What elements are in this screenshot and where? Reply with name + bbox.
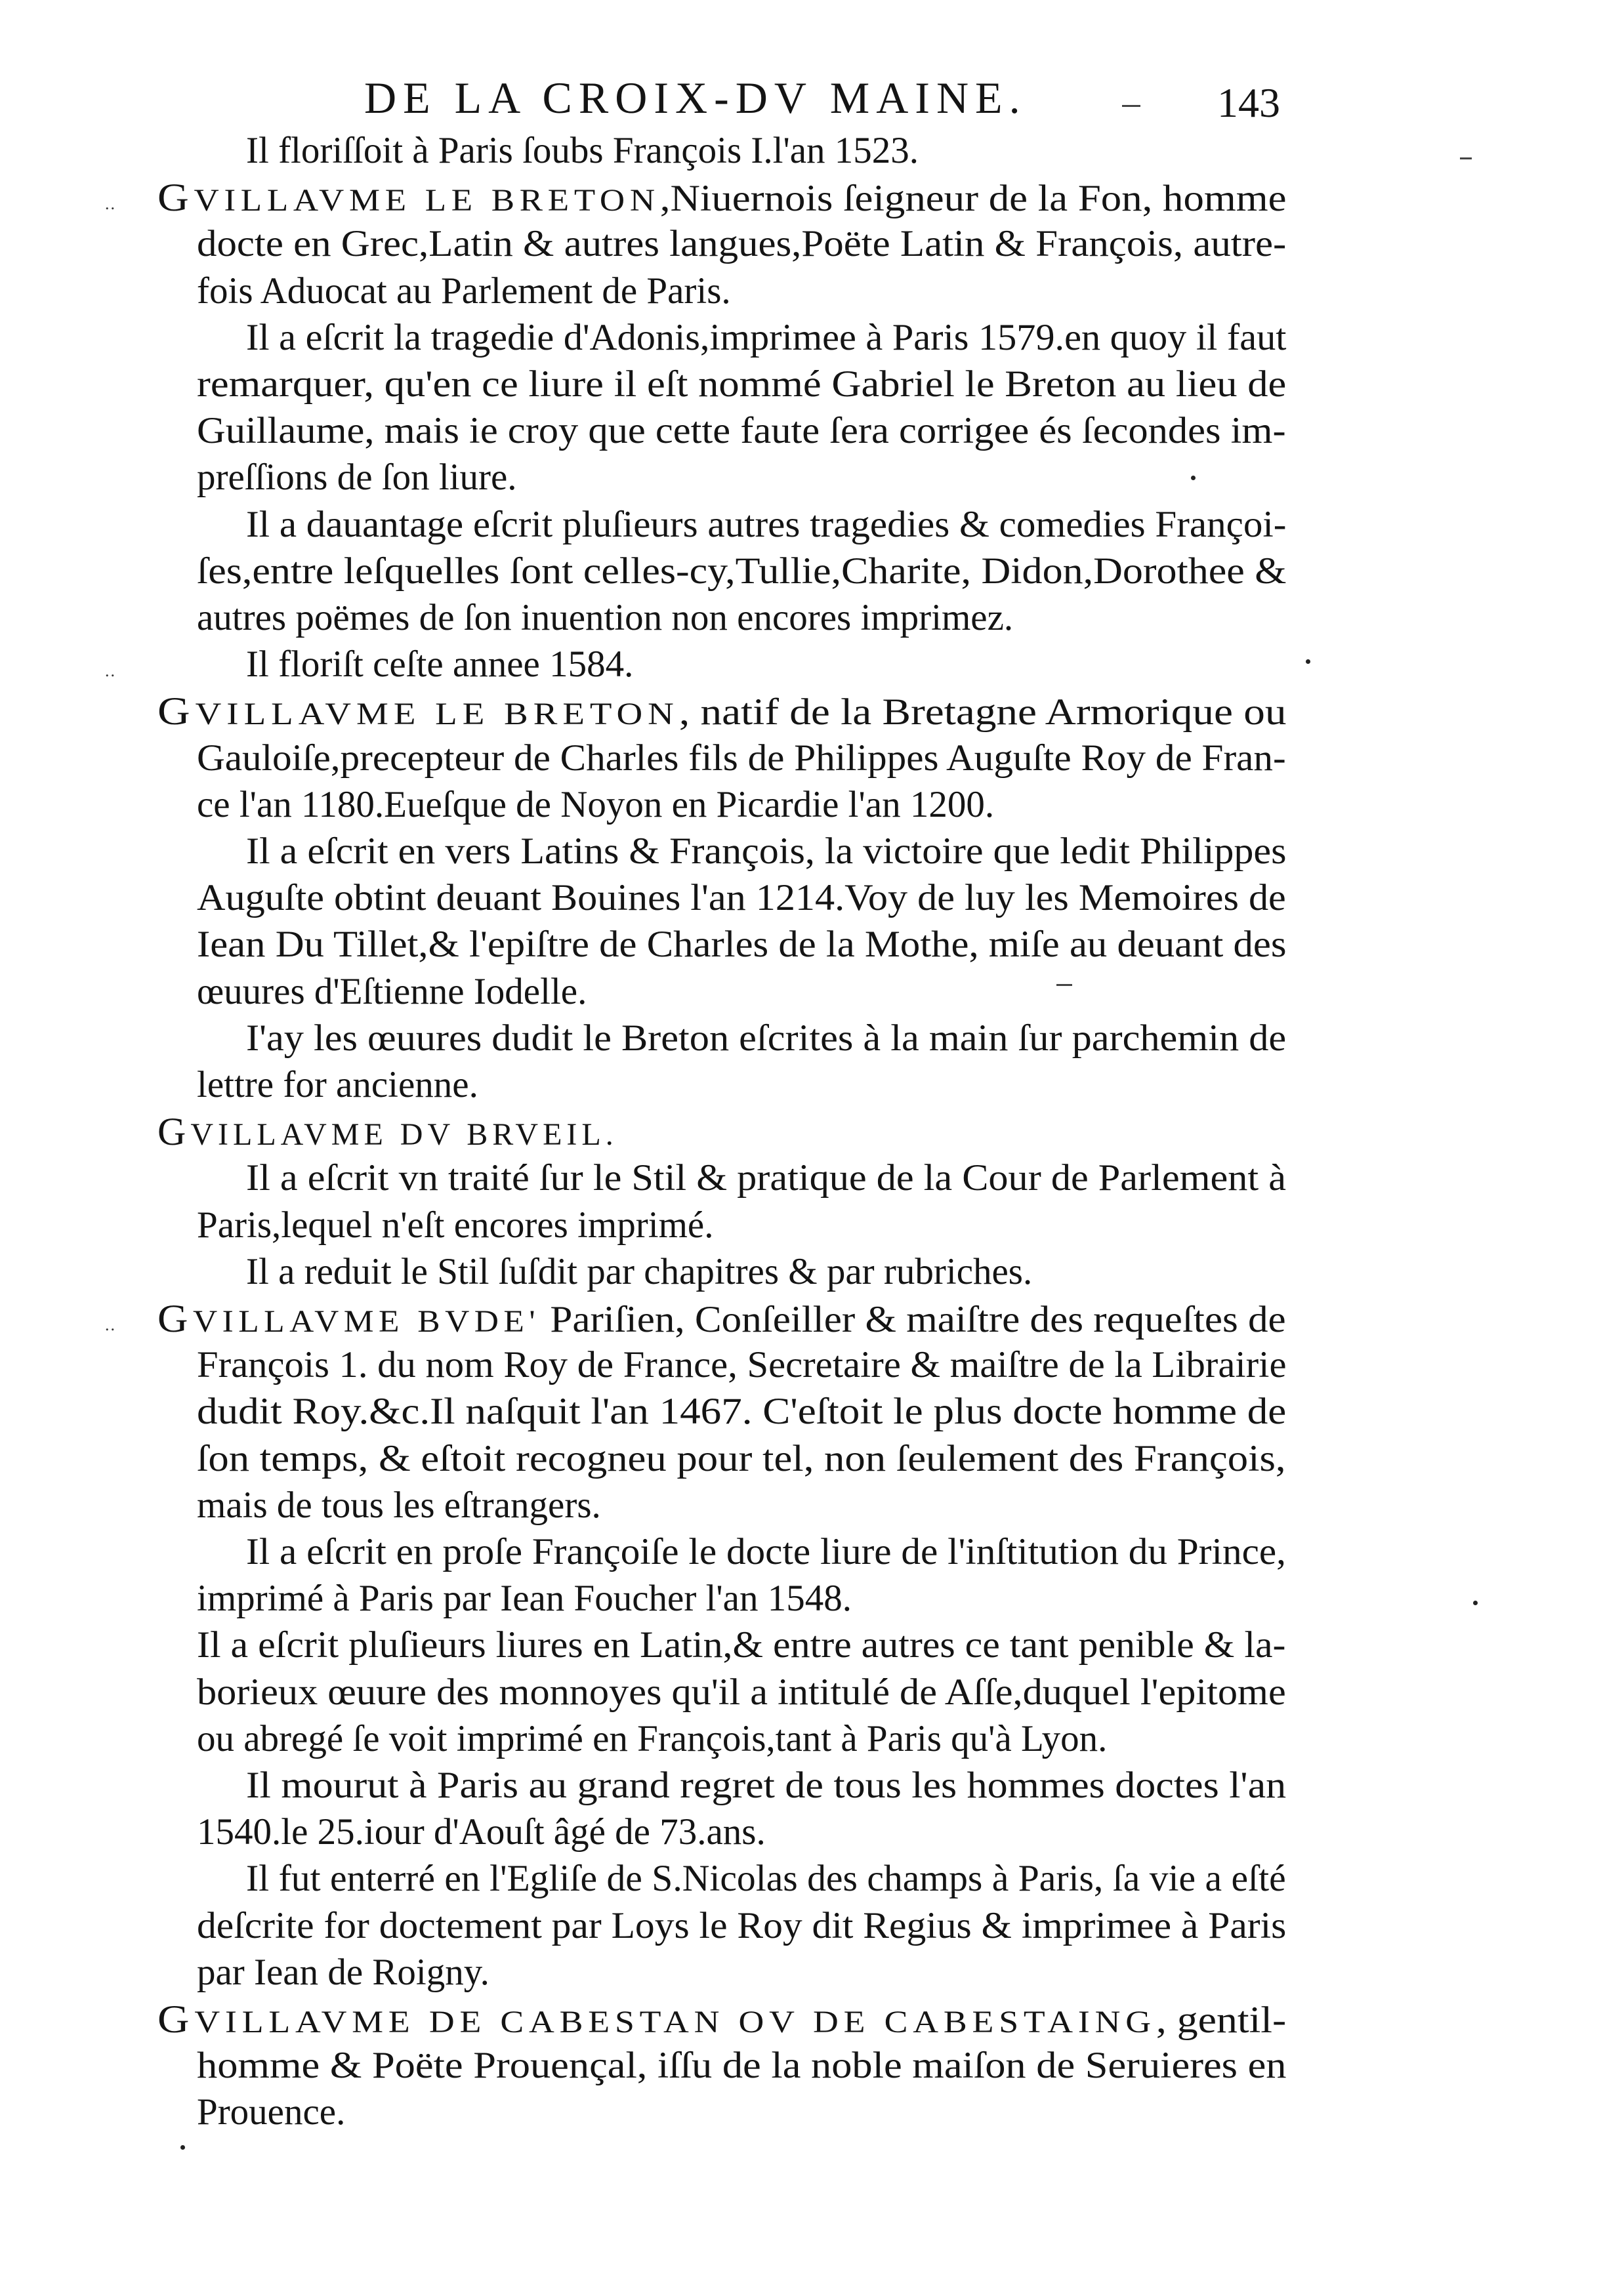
line-text: Iean Du Tillet,& l'epiſtre de Charles de la Mothe, miſe au deuant des bbox=[197, 924, 1287, 966]
line-text: Il mourut à Paris au grand regret de tous les hommes doctes l'an bbox=[246, 1765, 1287, 1806]
text-line bbox=[197, 455, 517, 501]
line-text: , natif de la Bretagne Armorique ou bbox=[678, 691, 1287, 733]
text-line bbox=[197, 922, 1286, 968]
line-text: dudit Roy.&c.Il naſquit l'an 1467. C'eſtoit le plus docte homme de bbox=[197, 1391, 1287, 1433]
line-text: Il floriſt ceſte annee 1584. bbox=[246, 644, 634, 686]
text-line bbox=[197, 1202, 713, 1248]
line-text: Gauloiſe,precepteur de Charles fils de Philippes Auguſte Roy de Fran- bbox=[197, 737, 1286, 779]
entry-heading-line bbox=[157, 1296, 1286, 1342]
entry-initial: G bbox=[157, 1998, 195, 2041]
entry-name: VILLAVME LE BRETON bbox=[195, 697, 679, 732]
running-title: DE LA CROIX-DV MAINE. bbox=[364, 73, 1027, 123]
line-text: Paris,lequel n'eſt encores imprimé. bbox=[197, 1204, 714, 1246]
margin-mark: .. bbox=[105, 661, 116, 681]
line-text: preſſions de ſon liure. bbox=[197, 457, 517, 499]
line-text: ce l'an 1180.Eueſque de Noyon en Picardie l'an 1200. bbox=[197, 783, 995, 825]
text-line bbox=[197, 1436, 1286, 1482]
text-line bbox=[197, 969, 587, 1015]
line-text: François 1. du nom Roy de France, Secretaire & maiſtre de la Librairie bbox=[197, 1344, 1287, 1386]
text-line bbox=[197, 1483, 601, 1528]
text-line bbox=[246, 502, 1286, 548]
entry-heading-line bbox=[157, 174, 1287, 220]
line-text: Il a eſcrit la tragedie d'Adonis,imprimee à Paris 1579.en quoy il faut bbox=[246, 316, 1287, 358]
entry-heading-line bbox=[157, 1109, 618, 1155]
entry-initial: G bbox=[157, 1297, 193, 1340]
text-line bbox=[197, 1903, 1286, 1949]
text-line bbox=[246, 1529, 1286, 1575]
line-text: Auguſte obtint deuant Bouines l'an 1214.Voy de luy les Memoires de bbox=[197, 877, 1286, 919]
text-line bbox=[197, 1670, 1286, 1715]
text-line bbox=[197, 548, 1287, 594]
line-text: ſes,entre leſquelles ſont celles-cy,Tullie,Charite, Didon,Dorothee & bbox=[197, 550, 1287, 592]
entry-heading-line bbox=[157, 1996, 1286, 2042]
text-line bbox=[197, 1062, 478, 1108]
entry-name: VILLAVME BVDE' bbox=[192, 1304, 541, 1339]
line-text: mais de tous les eſtrangers. bbox=[197, 1484, 601, 1526]
entry-name: VILLAVME DE CABESTAN OV DE CABESTAING bbox=[194, 2005, 1156, 2040]
running-head bbox=[0, 72, 1624, 131]
line-text: docte en Grec,Latin & autres langues,Poëte Latin & François, autre- bbox=[197, 223, 1287, 265]
text-line bbox=[197, 1809, 766, 1855]
line-text: remarquer, qu'en ce liure il eſt nommé Gabriel le Breton au lieu de bbox=[197, 363, 1287, 405]
text-line bbox=[197, 1716, 1107, 1762]
line-text: Il a eſcrit en vers Latins & François, la victoire que ledit Philippes bbox=[246, 830, 1287, 872]
text-line bbox=[197, 361, 1286, 407]
line-text: Prouence. bbox=[197, 2091, 346, 2133]
line-text: Il floriſſoit à Paris ſoubs François I.l'an 1523. bbox=[246, 130, 919, 171]
text-line bbox=[197, 2043, 1286, 2089]
text-line bbox=[246, 1015, 1286, 1061]
line-text: 1540.le 25.iour d'Aouſt âgé de 73.ans. bbox=[197, 1811, 766, 1853]
text-line bbox=[246, 829, 1286, 874]
text-line bbox=[197, 1950, 489, 1996]
text-line bbox=[197, 735, 1286, 781]
entry-initial: G bbox=[157, 176, 194, 220]
text-line bbox=[197, 875, 1286, 921]
text-line bbox=[197, 782, 994, 828]
line-text: ,Niuernois ſeigneur de la Fon, homme bbox=[659, 178, 1287, 220]
line-text: I'ay les œuures dudit le Breton eſcrites à la main ſur parchemin de bbox=[246, 1017, 1287, 1059]
line-text: deſcrite for doctement par Loys le Roy dit Regius & imprimee à Paris bbox=[197, 1904, 1287, 1946]
text-line bbox=[246, 642, 633, 687]
line-text: ſon temps, & eſtoit recogneu pour tel, non ſeulement des François, bbox=[197, 1437, 1286, 1479]
text-line bbox=[246, 1763, 1286, 1809]
line-text: imprimé à Paris par Iean Foucher l'an 1548. bbox=[197, 1578, 852, 1620]
line-text: Il a eſcrit en proſe Françoiſe le docte liure de l'inſtitution du Prince, bbox=[246, 1531, 1286, 1572]
line-text: Pariſien, Conſeiller & maiſtre des requeſtes de bbox=[540, 1299, 1286, 1340]
line-text: Il fut enterré en l'Egliſe de S.Nicolas des champs à Paris, ſa vie a eſté bbox=[246, 1858, 1286, 1900]
line-text: lettre for ancienne. bbox=[197, 1064, 478, 1105]
text-line bbox=[197, 1622, 1285, 1668]
line-text: Il a dauantage eſcrit pluſieurs autres tragedies & comedies Françoi- bbox=[246, 503, 1287, 545]
text-line bbox=[197, 221, 1286, 267]
line-text: borieux œuure des monnoyes qu'il a intitulé de Aſſe,duquel l'epitome bbox=[197, 1671, 1286, 1713]
margin-mark: .. bbox=[105, 1315, 116, 1334]
text-line bbox=[246, 1249, 1032, 1295]
text-line bbox=[197, 268, 731, 314]
text-line bbox=[246, 315, 1286, 361]
line-text: homme & Poëte Prouençal, iſſu de la noble maiſon de Seruieres en bbox=[197, 2045, 1287, 2087]
entry-name: VILLAVME LE BRETON bbox=[194, 183, 660, 218]
line-text: ou abregé ſe voit imprimé en François,tant à Paris qu'à Lyon. bbox=[197, 1717, 1108, 1759]
line-text: , gentil- bbox=[1156, 1999, 1287, 2041]
entry-name: VILLAVME DV BRVEIL. bbox=[190, 1117, 618, 1153]
text-line bbox=[197, 1389, 1286, 1435]
text-line bbox=[246, 1856, 1286, 1902]
line-text: fois Aduocat au Parlement de Paris. bbox=[197, 270, 731, 312]
text-line bbox=[197, 2089, 345, 2135]
entry-initial: G bbox=[157, 1110, 191, 1154]
line-text: Il a eſcrit vn traité ſur le Stil & pratique de la Cour de Parlement à bbox=[246, 1157, 1286, 1199]
line-text: Il a eſcrit pluſieurs liures en Latin,& entre autres ce tant penible & la- bbox=[197, 1624, 1286, 1666]
text-line bbox=[197, 1342, 1286, 1388]
page-number: 143 bbox=[1217, 79, 1280, 126]
line-text: Guillaume, mais ie croy que cette faute ſera corrigee és ſecondes im- bbox=[197, 410, 1286, 452]
text-line bbox=[246, 1155, 1286, 1201]
entry-heading-line bbox=[157, 688, 1286, 734]
text-line bbox=[197, 1576, 852, 1622]
line-text: par Iean de Roigny. bbox=[197, 1951, 489, 1993]
line-text: autres poëmes de ſon inuention non encores imprimez. bbox=[197, 597, 1014, 638]
text-line bbox=[197, 408, 1286, 454]
entry-initial: G bbox=[157, 689, 196, 733]
line-text: Il a reduit le Stil ſuſdit par chapitres & par rubriches. bbox=[246, 1250, 1033, 1292]
text-line bbox=[197, 595, 1013, 641]
line-text: œuures d'Eſtienne Iodelle. bbox=[197, 970, 587, 1012]
text-line bbox=[246, 128, 919, 174]
margin-mark: .. bbox=[105, 194, 116, 214]
